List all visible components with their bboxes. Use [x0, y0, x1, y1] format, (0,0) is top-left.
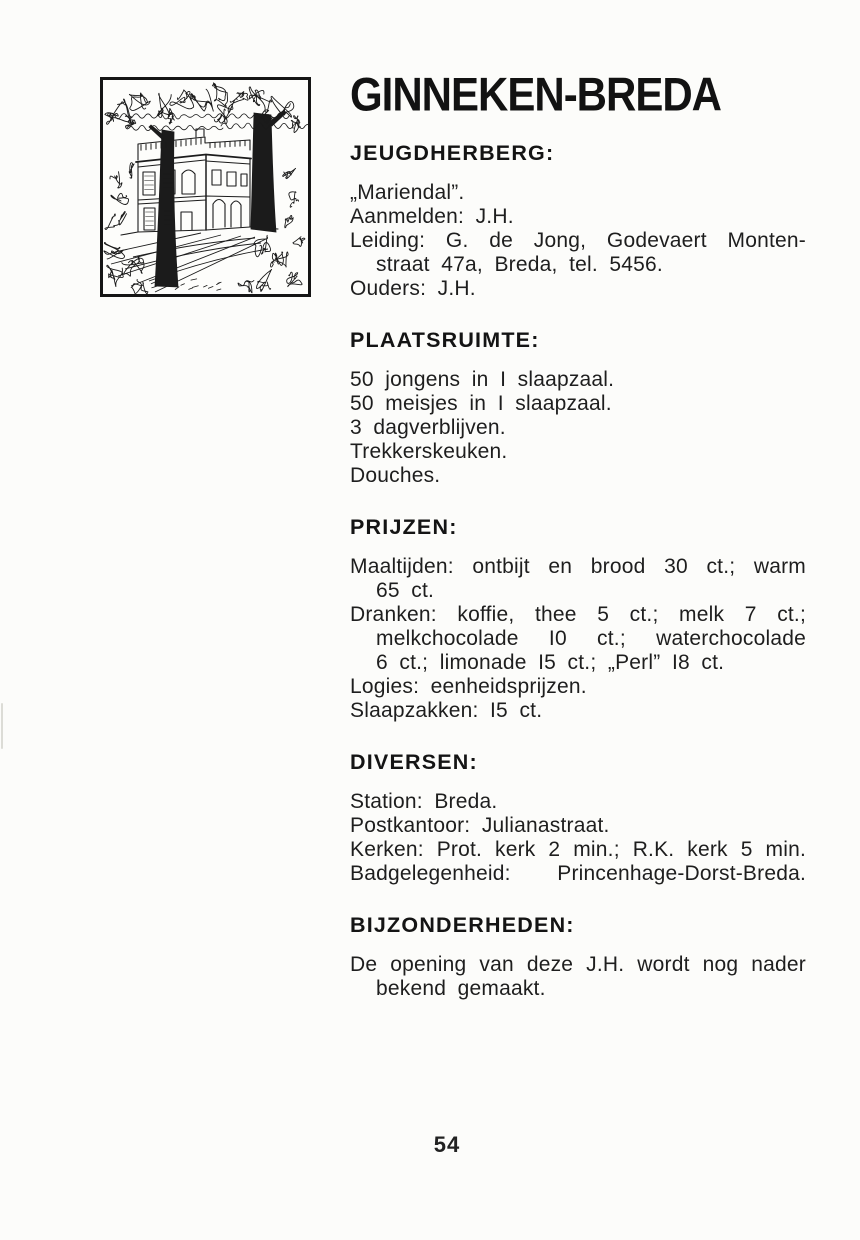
- page-title: GINNEKEN-BREDA: [350, 67, 722, 121]
- section-heading: BIJZONDERHEDEN:: [350, 913, 575, 937]
- section-heading: JEUGDHERBERG:: [350, 141, 555, 165]
- text-line: 65 ct.: [376, 579, 435, 602]
- text-line: Ouders: J.H.: [350, 277, 476, 300]
- text-line: melkchocolade I0 ct.; waterchocolade: [376, 627, 806, 650]
- section-diversen: [350, 750, 806, 886]
- text-line: Douches.: [350, 464, 441, 487]
- section-heading: DIVERSEN:: [350, 750, 478, 774]
- text-line: 50 meisjes in I slaapzaal.: [350, 392, 612, 415]
- section-jeugdherberg: [350, 141, 806, 301]
- text-line: Logies: eenheidsprijzen.: [350, 675, 587, 698]
- hostel-illustration: [100, 77, 311, 297]
- text-line: Dranken: koffie, thee 5 ct.; melk 7 ct.;: [350, 603, 806, 626]
- page-number: 54: [433, 1132, 461, 1157]
- text-line: Station: Breda.: [350, 790, 498, 813]
- sections: [350, 141, 806, 1001]
- text-line: „Mariendal”.: [350, 181, 465, 204]
- text-line: Postkantoor: Julianastraat.: [350, 814, 610, 837]
- text-line: Maaltijden: ontbijt en brood 30 ct.; warm: [350, 555, 806, 578]
- text-line: 50 jongens in I slaapzaal.: [350, 368, 615, 391]
- text-line: Aanmelden: J.H.: [350, 205, 514, 228]
- section-prijzen: [350, 515, 806, 723]
- text-line: Badgelegenheid: Princenhage-Dorst-Breda.: [350, 862, 806, 885]
- section-heading: PRIJZEN:: [350, 515, 458, 539]
- scan-artifact: [1, 703, 3, 749]
- text-line: Slaapzakken: I5 ct.: [350, 699, 543, 722]
- text-line: 3 dagverblijven.: [350, 416, 506, 439]
- text-line: Trekkerskeuken.: [350, 440, 508, 463]
- section-plaatsruimte: [350, 328, 806, 488]
- text-line: 6 ct.; limonade I5 ct.; „Perl” I8 ct.: [376, 651, 725, 674]
- text-line: straat 47a, Breda, tel. 5456.: [376, 253, 663, 276]
- section-bijzonderheden: [350, 913, 806, 1001]
- text-line: bekend gemaakt.: [376, 977, 546, 1000]
- text-line: De opening van deze J.H. wordt nog nader: [350, 953, 806, 976]
- text-line: Leiding: G. de Jong, Godevaert Monten-: [350, 229, 806, 252]
- text-line: Kerken: Prot. kerk 2 min.; R.K. kerk 5 min.: [350, 838, 806, 861]
- hostel-drawing-svg: [103, 80, 308, 294]
- section-heading: PLAATSRUIMTE:: [350, 328, 540, 352]
- tree-trunks: [149, 110, 286, 287]
- content-column: [350, 67, 806, 1001]
